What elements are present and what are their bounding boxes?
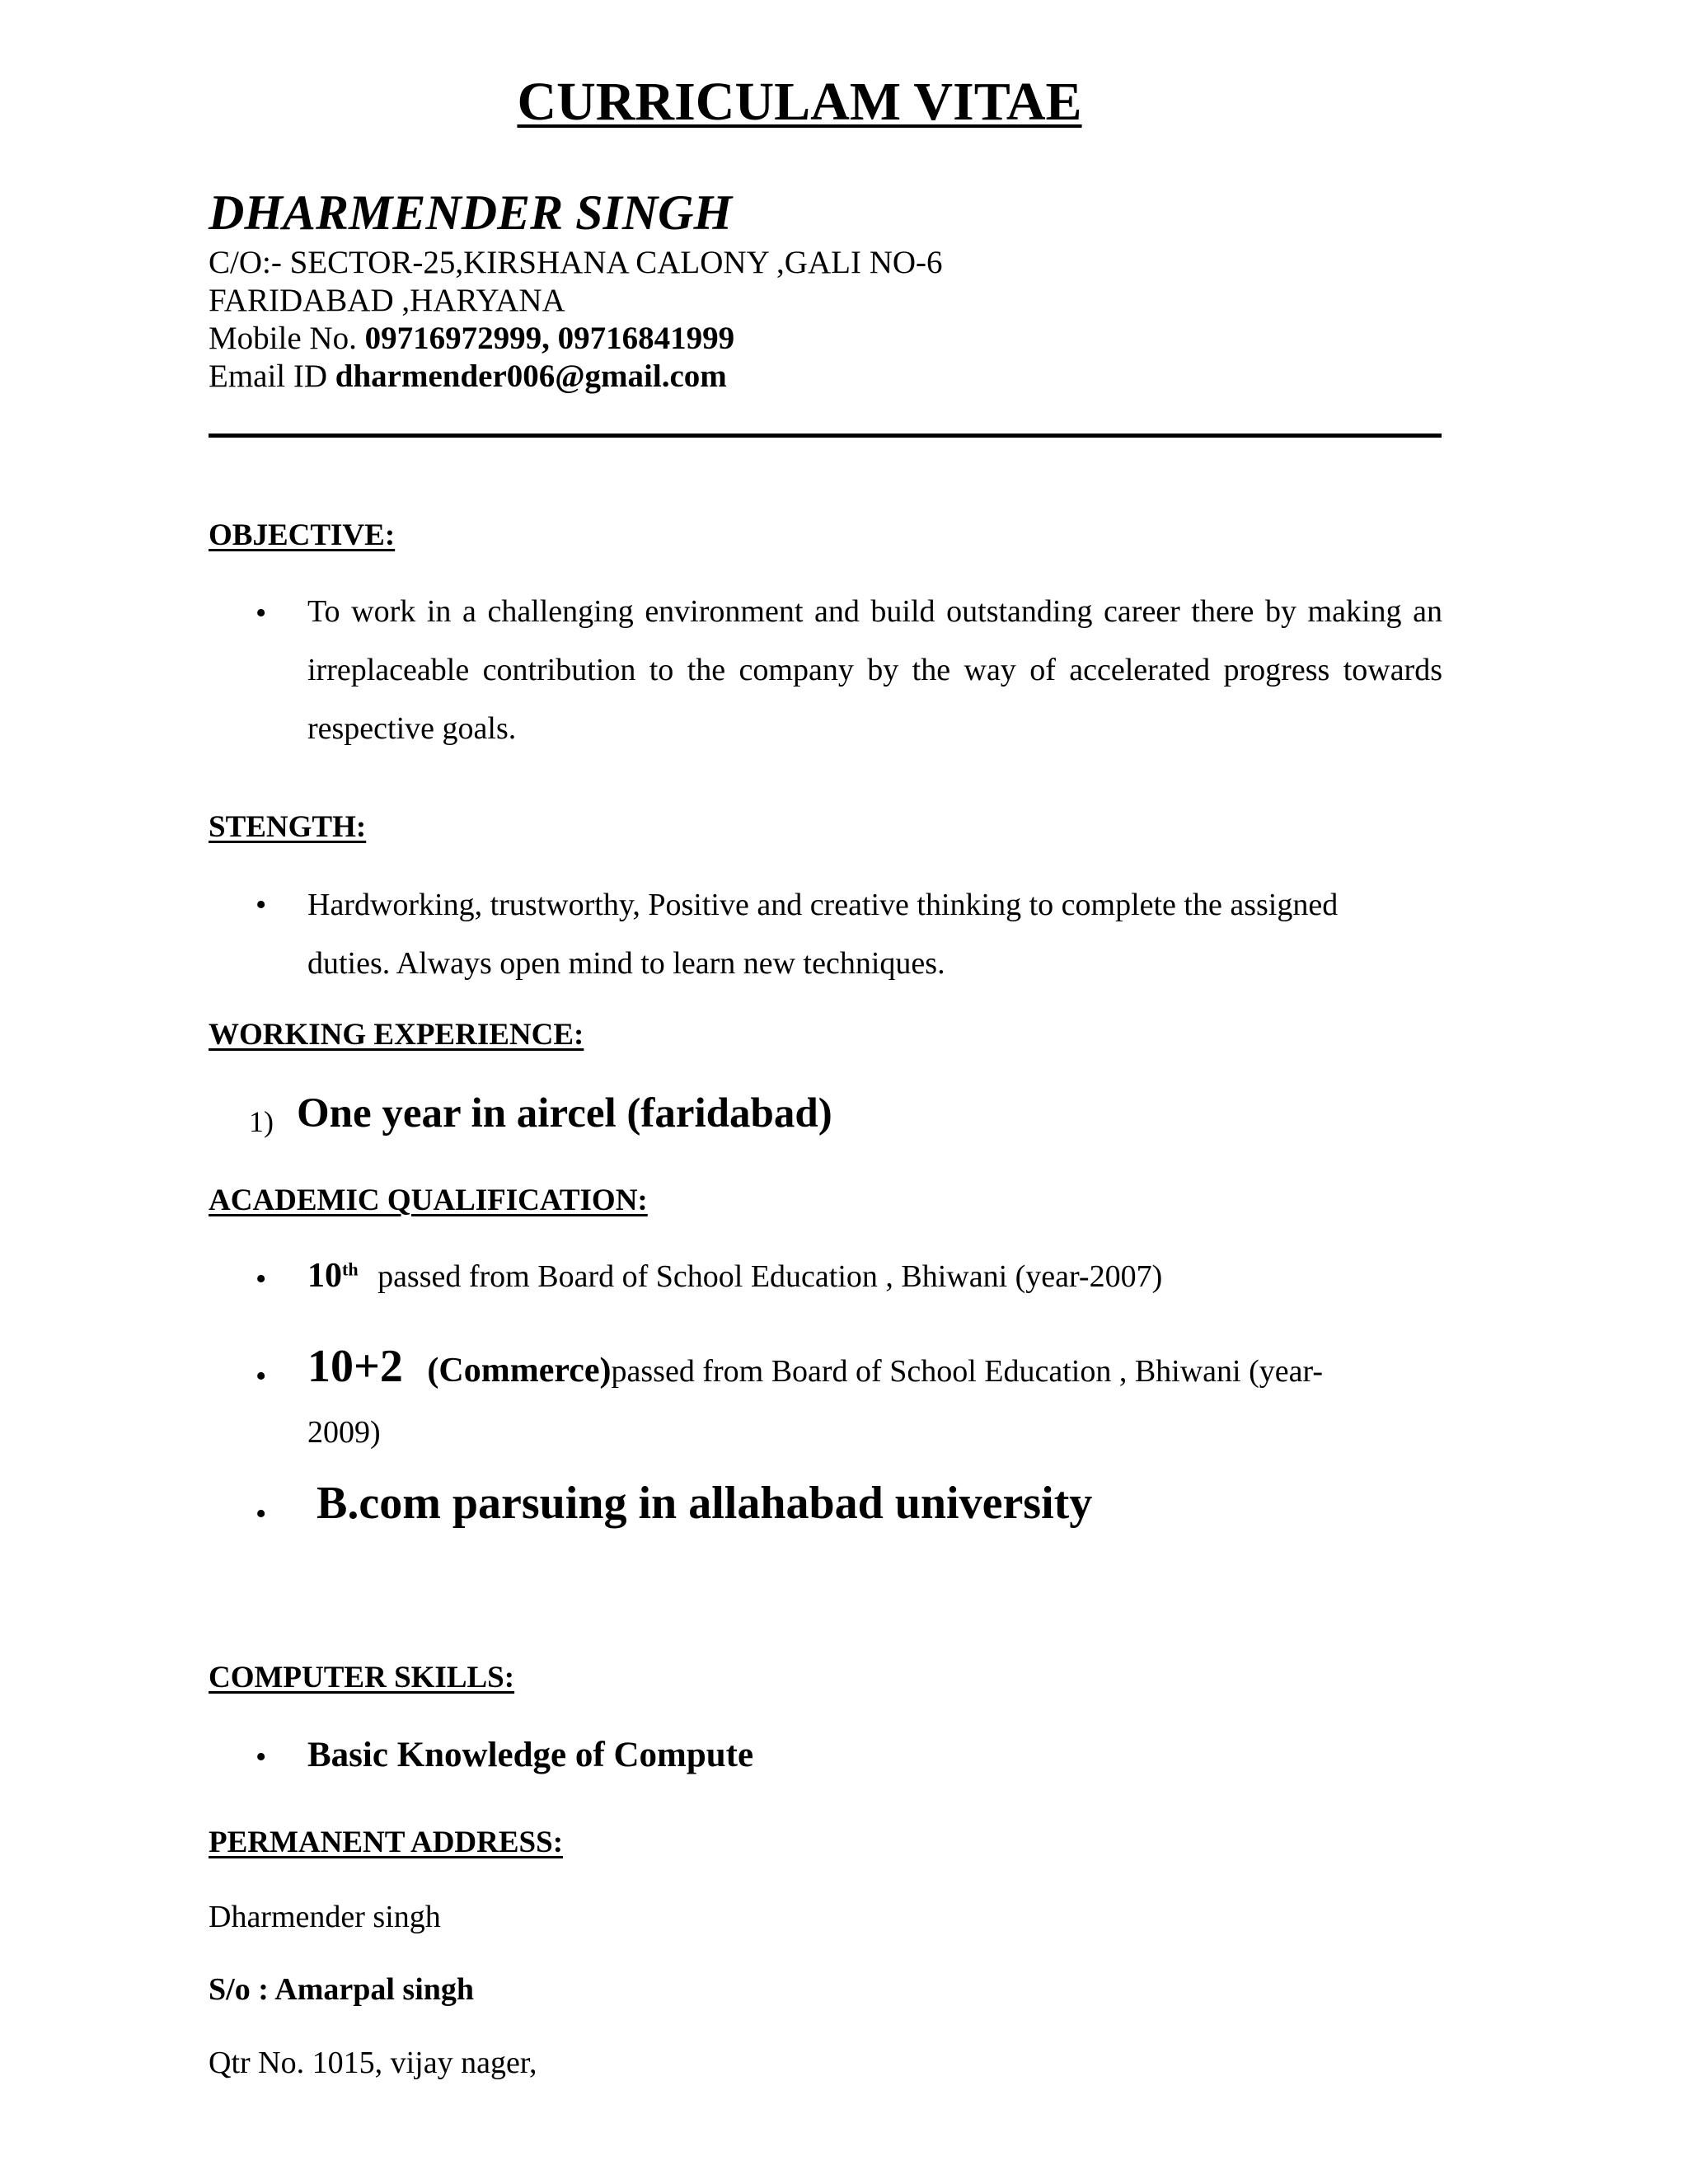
permanent-name: Dharmender singh <box>209 1900 441 1934</box>
academic-item-2 <box>307 1340 1323 1393</box>
strength-heading: STENGTH: <box>209 810 367 844</box>
document-title: CURRICULAM VITAE <box>517 72 1082 132</box>
academic-item-1 <box>307 1256 1162 1296</box>
bullet-icon: • <box>256 1359 267 1394</box>
experience-item: One year in aircel (faridabad) <box>297 1090 832 1137</box>
academic-item-3: B.com parsuing in allahabad university <box>316 1478 1093 1529</box>
mobile-value: 09716972999, 09716841999 <box>364 321 735 356</box>
grade-12: 10+2 <box>307 1341 403 1392</box>
objective-heading: OBJECTIVE: <box>209 518 396 552</box>
permanent-heading: PERMANENT ADDRESS: <box>209 1825 564 1859</box>
computer-item: Basic Knowledge of Compute <box>307 1736 754 1774</box>
academic-heading: ACADEMIC QUALIFICATION: <box>209 1183 648 1217</box>
mobile-line <box>209 320 734 357</box>
experience-number: 1) <box>249 1105 274 1138</box>
candidate-name: DHARMENDER SINGH <box>209 185 733 240</box>
grade-12-year-continued: 2009) <box>307 1415 381 1450</box>
grade-10: 10 <box>307 1257 342 1295</box>
address-line-1: C/O:- SECTOR-25,KIRSHANA CALONY ,GALI NO-6 <box>209 245 943 280</box>
experience-heading: WORKING EXPERIENCE: <box>209 1018 584 1052</box>
permanent-father: S/o : Amarpal singh <box>209 1972 475 2007</box>
grade-10-sup: th <box>342 1258 359 1280</box>
mobile-label: Mobile No. <box>209 321 357 356</box>
bullet-icon: • <box>256 1740 267 1774</box>
computer-heading: COMPUTER SKILLS: <box>209 1661 515 1694</box>
grade-10-text: passed from Board of School Education , Bhiwani (year-2007) <box>377 1259 1163 1294</box>
objective-text: To work in a challenging environment and build outstanding career there by making an irreplaceable contribution to the company by the way of accelerated progress towards respective goals. <box>307 594 1442 746</box>
bullet-icon: • <box>256 888 267 922</box>
strength-line-1: Hardworking, trustworthy, Positive and creative thinking to complete the assigned <box>307 888 1339 922</box>
grade-12-text: passed from Board of School Education , Bhiwani (year- <box>611 1354 1324 1389</box>
email-value: dharmender006@gmail.com <box>335 359 727 394</box>
email-label: Email ID <box>209 359 328 394</box>
bullet-icon: • <box>256 1262 267 1296</box>
permanent-qtr: Qtr No. 1015, vijay nager, <box>209 2046 537 2080</box>
email-line <box>209 358 727 395</box>
header-divider <box>209 434 1442 438</box>
bullet-icon: • <box>256 1497 267 1531</box>
bullet-icon: • <box>256 596 267 630</box>
grade-12-stream: (Commerce) <box>427 1352 612 1390</box>
address-line-2: FARIDABAD ,HARYANA <box>209 283 565 318</box>
strength-line-2: duties. Always open mind to learn new techniques. <box>307 946 945 981</box>
